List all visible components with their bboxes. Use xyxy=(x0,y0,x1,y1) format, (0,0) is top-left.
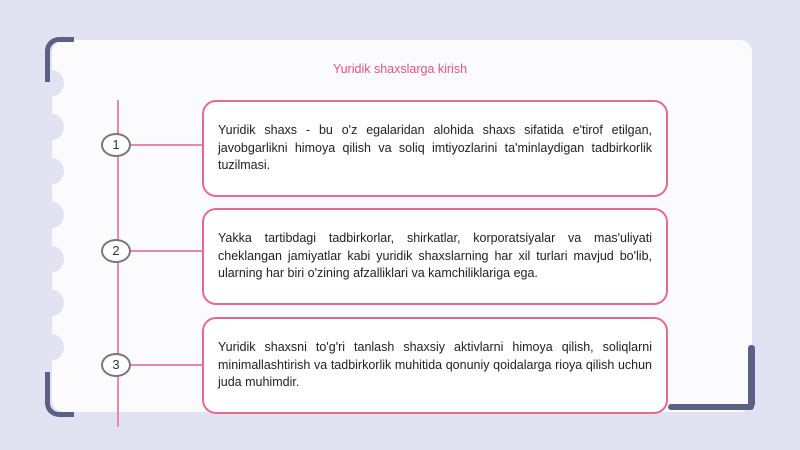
step-number-1: 1 xyxy=(101,133,131,157)
step-number-3: 3 xyxy=(101,353,131,377)
connector-line-1 xyxy=(131,144,203,146)
page-title: Yuridik shaxslarga kirish xyxy=(332,62,468,76)
connector-line-2 xyxy=(131,250,203,252)
step-box-2 xyxy=(202,208,668,305)
frame-corner-bottom-left xyxy=(45,372,74,417)
step-text-2: Yakka tartibdagi tadbirkorlar, shirkatlar, korporatsiyalar va mas'uliyati cheklangan jamiyatlar kabi yuridik shaxslarning har xil turlari mavjud bo'lib, ularning har biri o'zining afzalliklari va kamchiliklariga ega. xyxy=(218,231,652,281)
step-text-3: Yuridik shaxsni to'g'ri tanlash shaxsiy aktivlarni himoya qilish, soliqlarni minimallashtirish va tadbirkorlik muhitida qonuniy qoidalarga rioya qilish uchun juda muhimdir. xyxy=(218,340,652,390)
step-box-1 xyxy=(202,100,668,197)
binder-hole xyxy=(40,202,64,228)
connector-line-3 xyxy=(131,364,203,366)
binder-hole xyxy=(40,334,64,360)
binder-holes xyxy=(40,70,64,400)
frame-corner-bottom-right xyxy=(748,345,755,407)
frame-bar-bottom-right xyxy=(668,404,754,410)
step-text-1: Yuridik shaxs - bu o'z egalaridan alohida shaxs sifatida e'tirof etilgan, javobgarlikni himoya qilish va soliq imtiyozlarini ta'minlaydigan tadbirkorlik tuzilmasi. xyxy=(218,123,652,173)
step-box-3 xyxy=(202,317,668,414)
binder-hole xyxy=(40,114,64,140)
binder-hole xyxy=(40,158,64,184)
step-number-2: 2 xyxy=(101,239,131,263)
binder-hole xyxy=(40,290,64,316)
binder-hole xyxy=(40,246,64,272)
